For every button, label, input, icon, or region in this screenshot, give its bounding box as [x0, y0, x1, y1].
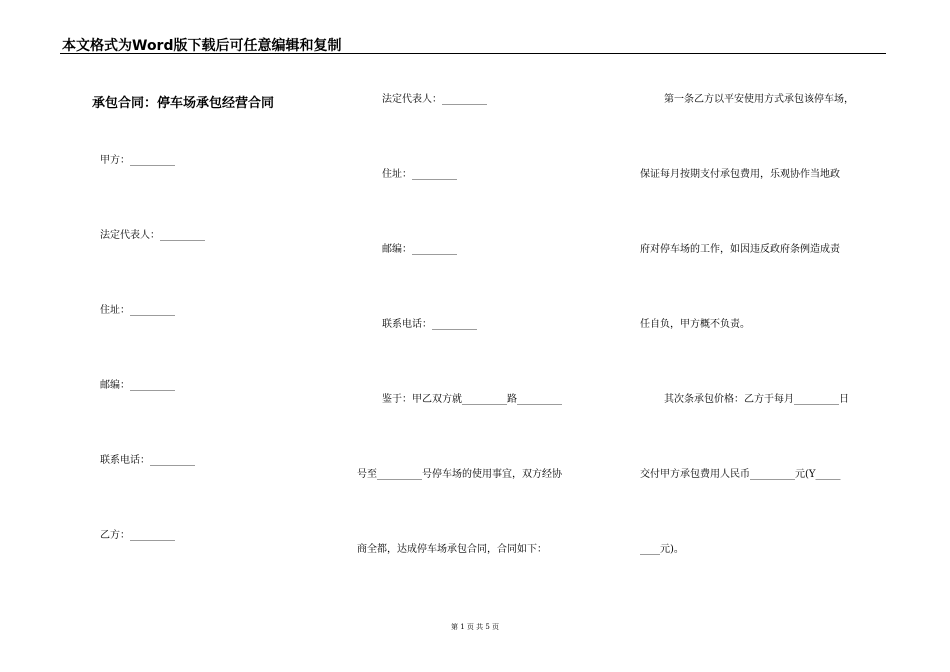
article-2-line-2: 交付甲方承包费用人民币_________元(Y_____: [640, 469, 841, 480]
party-a-line: 甲方：_________: [100, 155, 175, 166]
header-title: 本文格式为Word版下载后可任意编辑和复制: [62, 38, 342, 54]
party-a-phone-line: 联系电话：_________: [100, 455, 195, 466]
article-2-line-1: 其次条承包价格：乙方于每月_________日: [664, 394, 849, 405]
party-b-representative-line: 法定代表人：_________: [382, 94, 487, 105]
party-b-line: 乙方：_________: [100, 530, 175, 541]
preamble-line-1: 鉴于：甲乙双方就_________路_________: [382, 394, 562, 405]
party-b-address-line: 住址：_________: [382, 169, 457, 180]
article-1-line-4: 任自负，甲方概不负责。: [640, 319, 750, 330]
article-1-line-2: 保证每月按期支付承包费用，乐观协作当地政: [640, 169, 840, 180]
page-number: 第 1 页 共 5 页: [450, 623, 500, 631]
preamble-line-3: 商全都，达成停车场承包合同，合同如下：: [357, 544, 547, 555]
header-divider: [60, 53, 886, 54]
article-2-line-3: ____元)。: [640, 544, 684, 555]
preamble-line-2: 号至_________号停车场的使用事宜，双方经协: [357, 469, 562, 480]
party-a-postcode-line: 邮编：_________: [100, 380, 175, 391]
article-1-line-1: 第一条乙方以平安使用方式承包该停车场，: [664, 94, 854, 105]
article-1-line-3: 府对停车场的工作，如因违反政府条例造成责: [640, 244, 840, 255]
party-a-address-line: 住址：_________: [100, 305, 175, 316]
document-title: 承包合同：停车场承包经营合同: [92, 96, 275, 111]
party-b-postcode-line: 邮编：_________: [382, 244, 457, 255]
party-b-phone-line: 联系电话：_________: [382, 319, 477, 330]
party-a-representative-line: 法定代表人：_________: [100, 230, 205, 241]
